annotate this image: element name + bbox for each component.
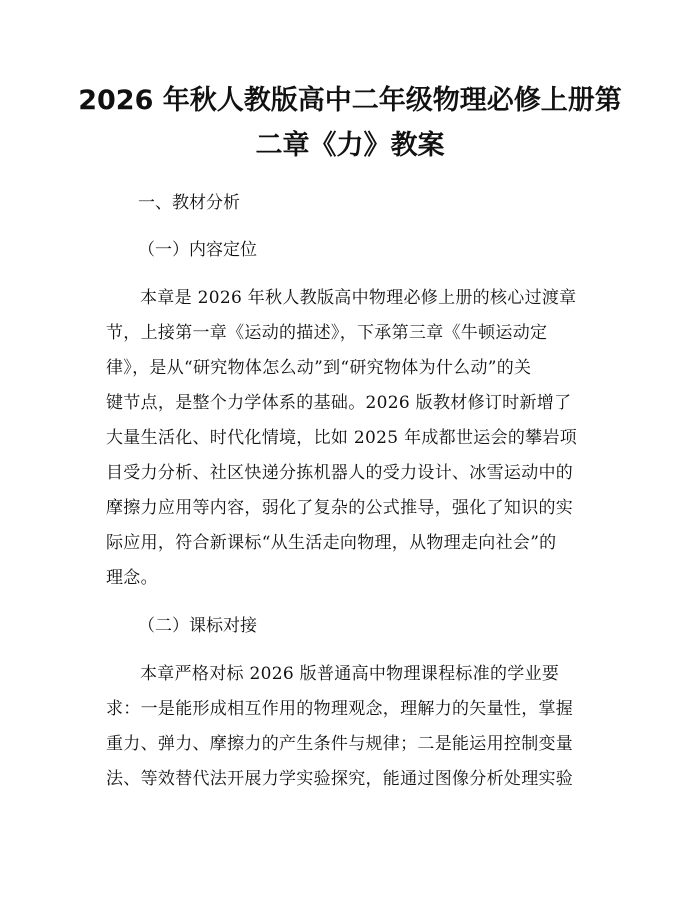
paragraph-1-line: 际应用，符合新课标“从生活走向物理，从物理走向社会”的: [106, 533, 557, 553]
subsection-heading-curriculum-alignment: （二）课标对接: [138, 616, 257, 636]
document-title-line-2: 二章《力》教案: [255, 130, 445, 161]
paragraph-2-line: 求：一是能形成相互作用的物理观念，理解力的矢量性，掌握: [106, 699, 574, 719]
paragraph-2-line: 重力、弹力、摩擦力的产生条件与规律；二是能运用控制变量: [106, 734, 574, 754]
paragraph-2-line: 本章严格对标 2026 版普通高中物理课程标准的学业要: [140, 664, 560, 684]
section-heading-teaching-material-analysis: 一、教材分析: [138, 193, 240, 213]
document-title-line-1: 2026 年秋人教版高中二年级物理必修上册第: [78, 85, 622, 116]
paragraph-1-line: 目受力分析、社区快递分拣机器人的受力设计、冰雪运动中的: [106, 463, 574, 483]
paragraph-1-line: 节，上接第一章《运动的描述》，下承第三章《牛顿运动定: [106, 323, 548, 343]
paragraph-1-line: 理念。: [106, 568, 158, 588]
subsection-heading-content-positioning: （一）内容定位: [138, 240, 257, 260]
paragraph-1-line: 律》，是从“研究物体怎么动”到“研究物体为什么动”的关: [106, 358, 532, 378]
paragraph-1-line: 键节点，是整个力学体系的基础。2026 版教材修订时新增了: [106, 393, 572, 413]
paragraph-2-line: 法、等效替代法开展力学实验探究，能通过图像分析处理实验: [106, 769, 574, 789]
paragraph-1-line: 大量生活化、时代化情境，比如 2025 年成都世运会的攀岩项: [106, 428, 578, 448]
paragraph-1-line: 本章是 2026 年秋人教版高中物理必修上册的核心过渡章: [140, 288, 577, 308]
paragraph-1-line: 摩擦力应用等内容，弱化了复杂的公式推导，强化了知识的实: [106, 498, 574, 518]
